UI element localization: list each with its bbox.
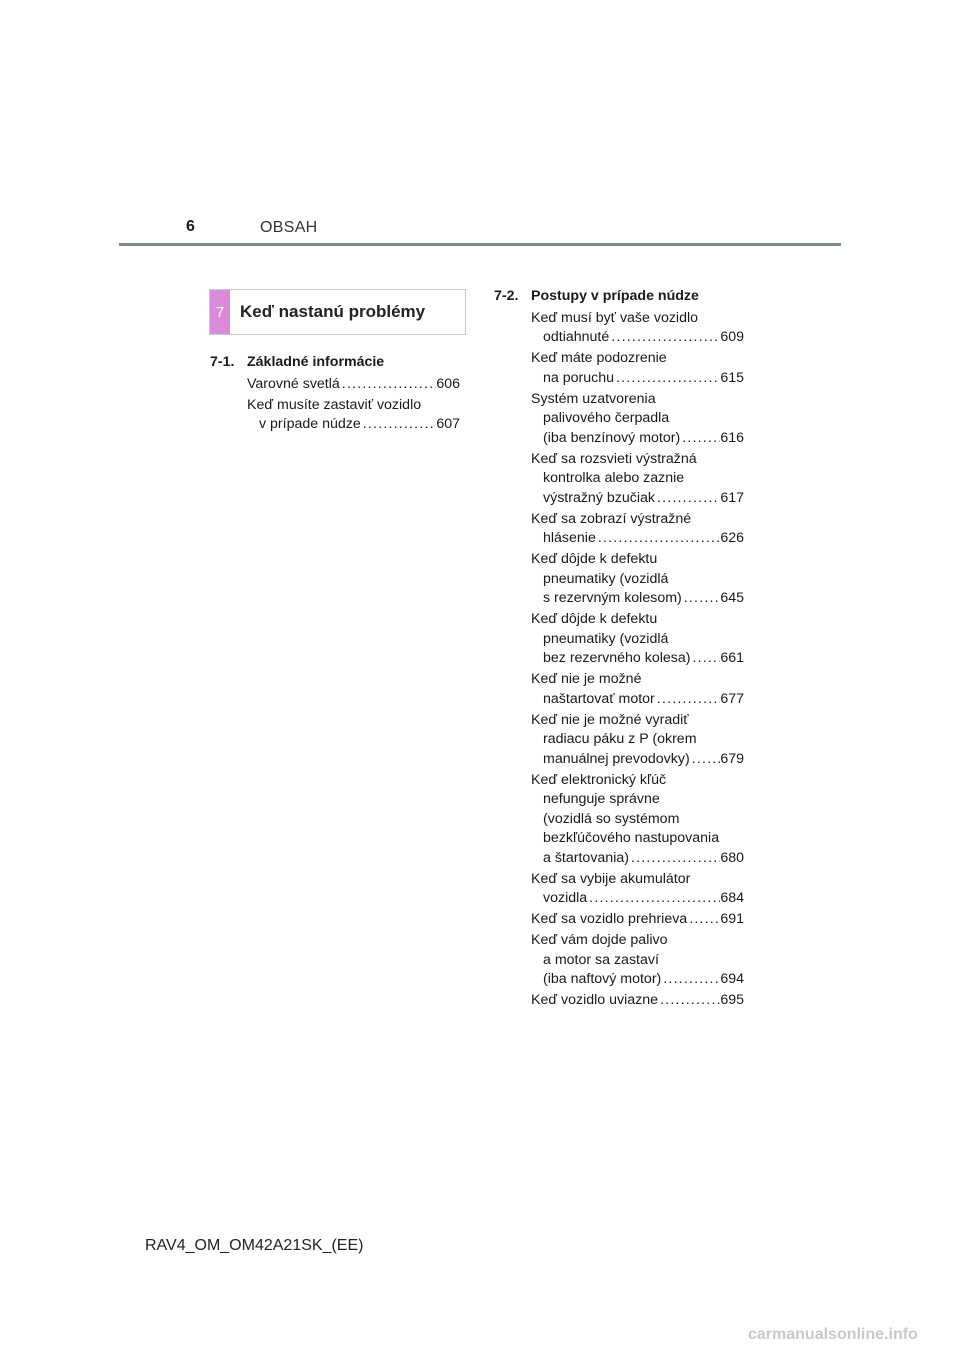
toc-entry-line: výstražný bzučiak — [543, 489, 655, 506]
toc-entry-line: Systém uzatvorenia — [531, 390, 656, 407]
section-title: Základné informácie — [247, 354, 385, 370]
toc-entry-line: hlásenie — [543, 530, 596, 546]
toc-entry[interactable] — [531, 670, 744, 709]
toc-entry-line: Keď vám dojde palivo — [531, 932, 668, 948]
toc-page-number: 606 — [436, 375, 460, 392]
dot-leader — [690, 649, 720, 669]
toc-page-number: 680 — [720, 849, 744, 866]
header-title: OBSAH — [260, 219, 318, 236]
toc-entry-line: Keď dôjde k defektu — [531, 611, 658, 627]
toc-entry-line: Keď musí byť vaše vozidlo — [531, 309, 699, 326]
toc-entry-line: palivového čerpadla — [543, 410, 670, 426]
section-heading — [494, 287, 744, 307]
toc-entry-line: odtiahnuté — [543, 329, 610, 345]
toc-entry-line: v prípade núdze — [259, 416, 361, 432]
toc-entry-line: Keď vozidlo uviazne — [531, 992, 659, 1008]
toc-entry-line: s rezervným kolesom) — [543, 590, 682, 606]
dot-leader — [596, 529, 720, 549]
toc-entry-last-line — [531, 970, 744, 990]
toc-entry-line: a štartovania) — [543, 849, 629, 866]
toc-page-number: 661 — [720, 650, 744, 666]
dot-leader — [661, 970, 720, 990]
toc-page-number: 645 — [720, 590, 744, 606]
toc-entry-line: Varovné svetlá — [247, 375, 340, 392]
toc-entry-last-line — [531, 589, 744, 609]
toc-entry-line: Keď elektronický kľúč — [531, 771, 667, 788]
toc-entry-line: Keď sa vozidlo prehrieva — [531, 911, 688, 927]
toc-entry[interactable] — [531, 309, 744, 348]
toc-page-number: 609 — [720, 329, 744, 345]
toc-entry-last-line — [531, 750, 744, 770]
toc-entry-line: Keď sa vybije akumulátor — [531, 870, 691, 887]
toc-entry[interactable] — [531, 510, 744, 549]
toc-entry[interactable] — [531, 991, 744, 1011]
watermark: carmanualsonline.info — [748, 1326, 918, 1343]
toc-entry-last-line — [531, 369, 744, 389]
toc-entry-last-line — [531, 690, 744, 710]
toc-column-left — [210, 353, 460, 436]
toc-page-number: 626 — [720, 530, 744, 546]
toc-entry[interactable] — [531, 910, 744, 930]
toc-entry[interactable] — [247, 396, 460, 435]
toc-page-number: 617 — [720, 489, 744, 506]
toc-entry-line: manuálnej prevodovky) — [543, 750, 690, 767]
section-number: 7-1. — [210, 354, 235, 370]
dot-leader — [655, 489, 720, 509]
dot-leader — [340, 375, 437, 395]
toc-entry-last-line — [531, 328, 744, 348]
toc-entry[interactable] — [531, 610, 744, 669]
toc-entry-last-line — [531, 889, 744, 909]
toc-page-number: 695 — [720, 992, 744, 1008]
toc-entry-line: nefunguje správne — [543, 791, 660, 807]
toc-entry-line: Keď sa zobrazí výstražné — [531, 510, 692, 527]
toc-entry-line: na poruchu — [543, 369, 614, 386]
toc-entry-last-line — [531, 429, 744, 449]
toc-entry-line: Keď nie je možné — [531, 671, 642, 687]
toc-page-number: 684 — [720, 890, 744, 906]
dot-leader — [687, 910, 720, 930]
section-title: Postupy v prípade núdze — [531, 288, 699, 304]
toc-entry-line: Keď sa rozsvieti výstražná — [531, 450, 697, 467]
toc-entry-last-line — [531, 489, 744, 509]
toc-entry-last-line — [531, 991, 744, 1011]
toc-entry-line: vozidla — [543, 890, 588, 906]
toc-entry-line: (vozidlá so systémom — [543, 810, 680, 827]
toc-page-number: 691 — [720, 911, 744, 927]
toc-entry-line: bezkľúčového nastupovania — [543, 830, 720, 846]
toc-entry[interactable] — [531, 711, 744, 770]
section-number: 7-2. — [494, 288, 519, 304]
dot-leader — [658, 991, 720, 1011]
toc-entry-line: naštartovať motor — [543, 690, 655, 707]
toc-page-number: 679 — [720, 750, 744, 767]
toc-entry[interactable] — [531, 450, 744, 509]
dot-leader — [361, 415, 437, 435]
toc-entry-last-line — [531, 649, 744, 669]
toc-entry-line: radiacu páku z P (okrem — [543, 731, 697, 747]
toc-page-number: 677 — [720, 690, 744, 707]
chapter-title: Keď nastanú problémy — [240, 302, 426, 321]
toc-entry-line: kontrolka alebo zaznie — [543, 470, 685, 486]
toc-entry-line: a motor sa zastaví — [543, 951, 659, 968]
toc-entry-line: Keď nie je možné vyradiť — [531, 711, 689, 728]
toc-column-right — [494, 287, 744, 1012]
dot-leader — [690, 750, 721, 770]
toc-entry[interactable] — [531, 349, 744, 388]
dot-leader — [609, 328, 720, 348]
dot-leader — [680, 429, 720, 449]
toc-page-number: 616 — [720, 429, 744, 446]
dot-leader — [655, 690, 721, 710]
toc-entry-last-line — [247, 415, 460, 435]
dot-leader — [629, 849, 720, 869]
toc-entry[interactable] — [531, 550, 744, 609]
toc-entry[interactable] — [531, 931, 744, 990]
toc-page-number: 694 — [720, 971, 744, 987]
toc-entry-line: pneumatiky (vozidlá — [543, 570, 669, 587]
chapter-box — [209, 289, 466, 335]
page-number: 6 — [186, 218, 195, 235]
toc-entry-last-line — [531, 529, 744, 549]
dot-leader — [587, 889, 720, 909]
toc-entry-line: Keď musíte zastaviť vozidlo — [247, 396, 422, 413]
toc-entry-line: (iba benzínový motor) — [543, 429, 681, 446]
toc-entry[interactable] — [531, 870, 744, 909]
toc-entry-line: Keď máte podozrenie — [531, 350, 667, 366]
header-rule — [119, 243, 841, 246]
toc-entry[interactable] — [531, 771, 744, 869]
toc-entry-line: (iba naftový motor) — [543, 971, 662, 987]
section-heading — [210, 353, 460, 373]
toc-entry-last-line — [531, 849, 744, 869]
dot-leader — [614, 369, 720, 389]
toc-entry-last-line — [531, 910, 744, 930]
toc-entry-line: bez rezervného kolesa) — [543, 650, 691, 666]
toc-entry-last-line — [247, 375, 460, 395]
toc-entry[interactable] — [531, 390, 744, 449]
chapter-number: 7 — [210, 290, 230, 334]
dot-leader — [682, 589, 721, 609]
toc-entry-line: Keď dôjde k defektu — [531, 551, 658, 567]
toc-entry-line: pneumatiky (vozidlá — [543, 630, 669, 647]
toc-page-number: 615 — [720, 369, 744, 386]
toc-page-number: 607 — [436, 416, 460, 432]
toc-entry[interactable] — [247, 375, 460, 395]
footer-code: RAV4_OM_OM42A21SK_(EE) — [145, 1237, 364, 1254]
